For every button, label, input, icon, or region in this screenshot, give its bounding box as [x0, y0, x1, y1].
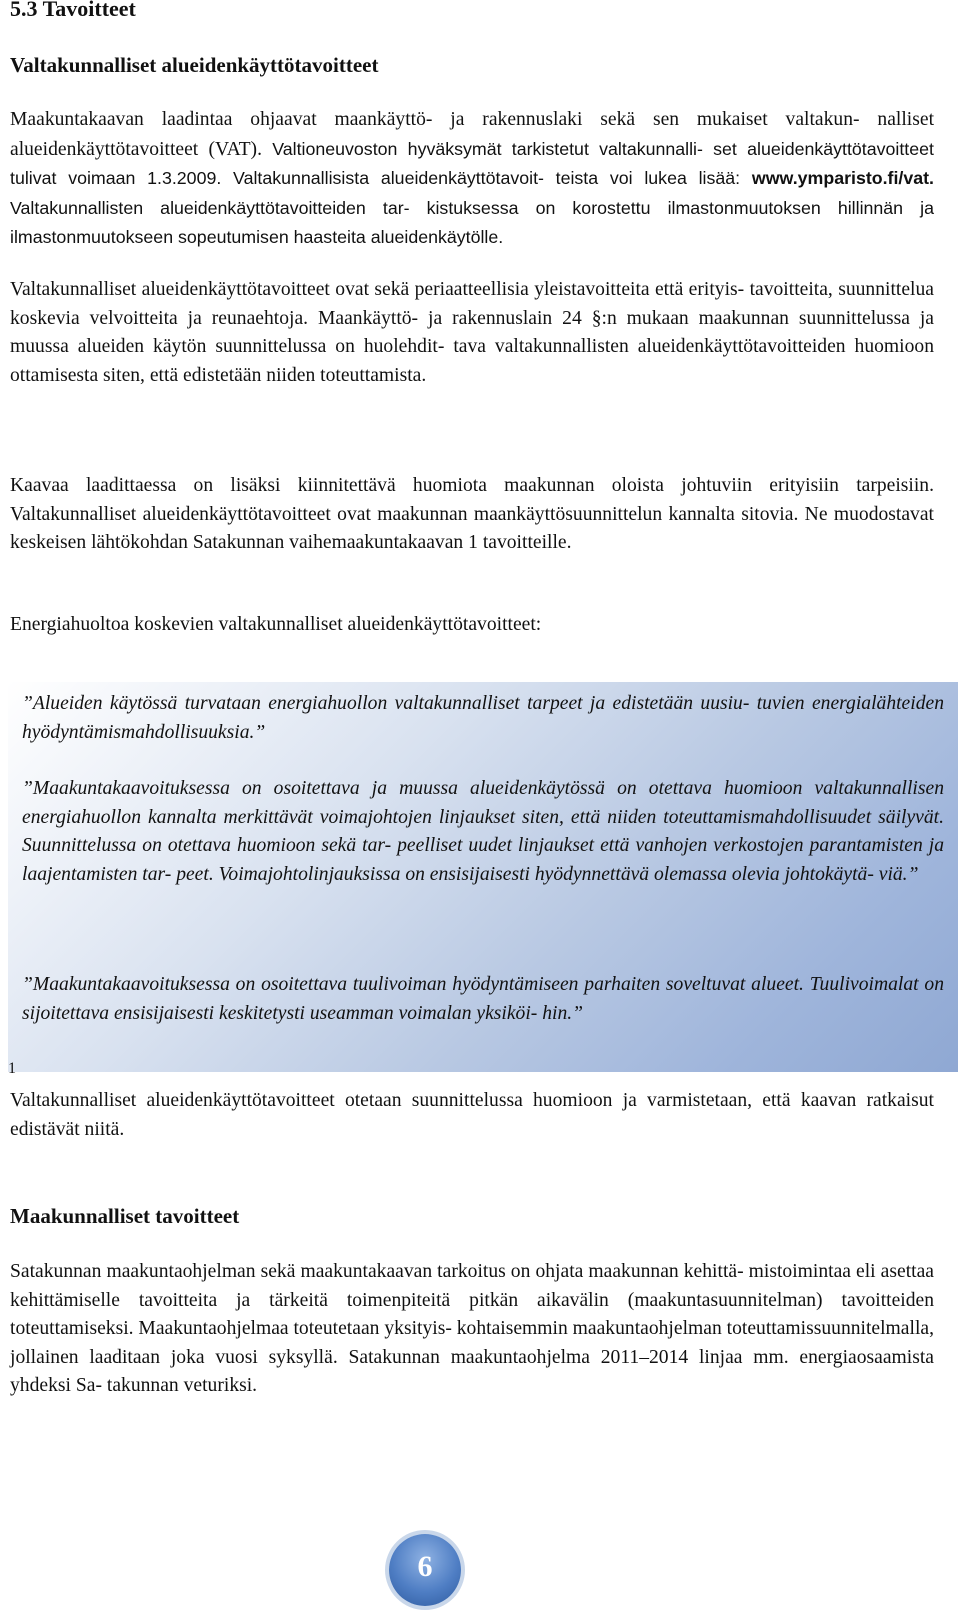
quote-1	[22, 690, 944, 747]
text-line: alueet. Tuulivoimalat on sijoitettava ensisijaisesti keskitetysti useamman voimalan yksiköi-	[22, 974, 944, 1024]
regional-heading: Maakunnalliset tavoitteet	[10, 1204, 240, 1228]
text-line: Satakunnan maakuntaohjelman sekä maakuntakaavan tarkoitus on ohjata maakunnan kehittä-	[10, 1261, 744, 1282]
text-line: takunnan veturiksi.	[106, 1375, 258, 1396]
text-line: tava valtakunnallisten alueidenkäyttötavoitteiden huomioon ottamisesta siten, että edistetään	[10, 336, 934, 386]
text-line: Valtakunnalliset alueidenkäyttötavoitteet ovat sekä periaatteellisia yleistavoitteita että erityis-	[10, 279, 745, 300]
stray-mark: 1	[8, 1060, 16, 1077]
quote-2	[22, 775, 944, 889]
vat-link[interactable]: www.ymparisto.fi/vat.	[751, 168, 934, 188]
text-line: viä.”	[878, 863, 919, 885]
text-line: ”Alueiden käytössä turvataan energiahuollon valtakunnalliset tarpeet ja edistetään uusiu-	[22, 693, 750, 714]
text-line: set alueidenkäyttötavoitteet tulivat voimaan 1.3.2009. Valtakunnallisista alueidenkäyttötavoit-	[10, 138, 934, 188]
section-heading: 5.3 Tavoitteet	[10, 0, 136, 21]
regional-paragraph-1	[10, 1258, 934, 1401]
text-line: teista voi lukea lisää:	[555, 168, 752, 188]
vat-paragraph-3	[10, 472, 934, 558]
text-line: haasteita alueidenkäytölle.	[293, 227, 504, 247]
text-line: kaavan ratkaisut edistävät niitä.	[10, 1090, 934, 1140]
text-line: mistoimintaa eli asettaa kehittämiselle tavoitteita ja tärkeitä toimenpiteitä pitkän aikavälin	[10, 1261, 934, 1311]
text-line: ”Maakuntakaavoituksessa on osoitettava tuulivoiman hyödyntämiseen parhaiten soveltuvat	[22, 974, 746, 995]
text-line: tavoitteille.	[482, 532, 572, 553]
text-line: ”Maakuntakaavoituksessa on osoitettava ja muussa alueidenkäytössä on otettava huomioon	[22, 778, 803, 799]
text-line: niiden toteuttamismahdollisuudet säilyvät. Suunnittelussa on otettava huomioon sekä tar-	[22, 806, 944, 856]
vat-paragraph-1	[10, 106, 934, 253]
text-line: syksyllä. Satakunnan maakuntaohjelma 2011–2014 linjaa mm. energiaosaamista yhdeksi Sa-	[10, 1346, 934, 1396]
text-line: peet. Voimajohtolinjauksissa on ensisijaisesti hyödynnettävä olemassa olevia johtokäytä-	[176, 863, 874, 885]
vat-paragraph-4	[10, 1087, 934, 1144]
text-line: nalliset alueidenkäyttötavoitteet (VAT).	[10, 109, 935, 160]
text-line: (maakuntasuunnitelman) tavoitteiden toteuttamiseksi. Maakuntaohjelmaa toteutetaan yksityis-	[10, 1289, 935, 1339]
text-line: tuvien energialähteiden hyödyntämismahdollisuuksia.”	[22, 693, 944, 743]
text-line: valtakunnallisen energiahuollon kannalta merkittävät voimajohtojen linjaukset siten, että	[22, 778, 944, 828]
text-line: kannalta sitovia. Ne muodostavat keskeisen lähtökohdan Satakunnan vaihemaakuntakaavan 1	[10, 503, 934, 553]
text-line: §:n mukaan maakunnan suunnittelussa ja muussa alueiden käytön suunnittelussa on huolehdit-	[10, 307, 935, 357]
text-line: Kaavaa laadittaessa on lisäksi kiinnitettävä huomiota maakunnan oloista johtuviin erityisiin	[10, 475, 839, 496]
text-line: Valtakunnallisten alueidenkäyttötavoitteiden tar-	[10, 197, 410, 218]
page-number: 6	[417, 1550, 433, 1583]
text-line: tarpeisiin. Valtakunnalliset alueidenkäyttötavoitteet ovat maakunnan maankäyttösuunnittelun	[10, 475, 934, 525]
text-line: kistuksessa on korostettu ilmastonmuutoksen hillinnän ja ilmastonmuutokseen sopeutumisen	[10, 197, 934, 247]
text-line: peelliset uudet linjaukset että vanhojen verkostojen parantamisten ja laajentamisten tar-	[22, 835, 944, 885]
vat-paragraph-2	[10, 276, 934, 390]
text-line: Maakuntakaavan laadintaa ohjaavat maankäyttö- ja rakennuslaki sekä sen mukaiset valtakun-	[10, 109, 860, 130]
page-number-badge	[383, 1530, 467, 1610]
text-line: hin.”	[542, 1002, 584, 1024]
text-line: Valtakunnalliset alueidenkäyttötavoitteet otetaan suunnittelussa huomioon ja varmistetaan, että	[10, 1090, 791, 1111]
quote-3	[22, 971, 944, 1028]
text-line: Valtioneuvoston hyväksymät tarkistetut valtakunnalli-	[272, 138, 703, 159]
text-line: kohtaisemmin maakuntaohjelman toteuttamissuunnitelmalla, jollainen laaditaan joka vuosi	[10, 1318, 934, 1368]
vat-heading: Valtakunnalliset alueidenkäyttötavoitteet	[10, 53, 379, 77]
text-line: tavoitteita, suunnittelua koskevia velvoitteita ja reunaehtoja. Maankäyttö- ja rakennuslain 24	[10, 279, 934, 329]
energy-intro: Energiahuoltoa koskevien valtakunnalliset alueidenkäyttötavoitteet:	[10, 614, 542, 635]
text-line: niiden toteuttamista.	[266, 364, 427, 386]
